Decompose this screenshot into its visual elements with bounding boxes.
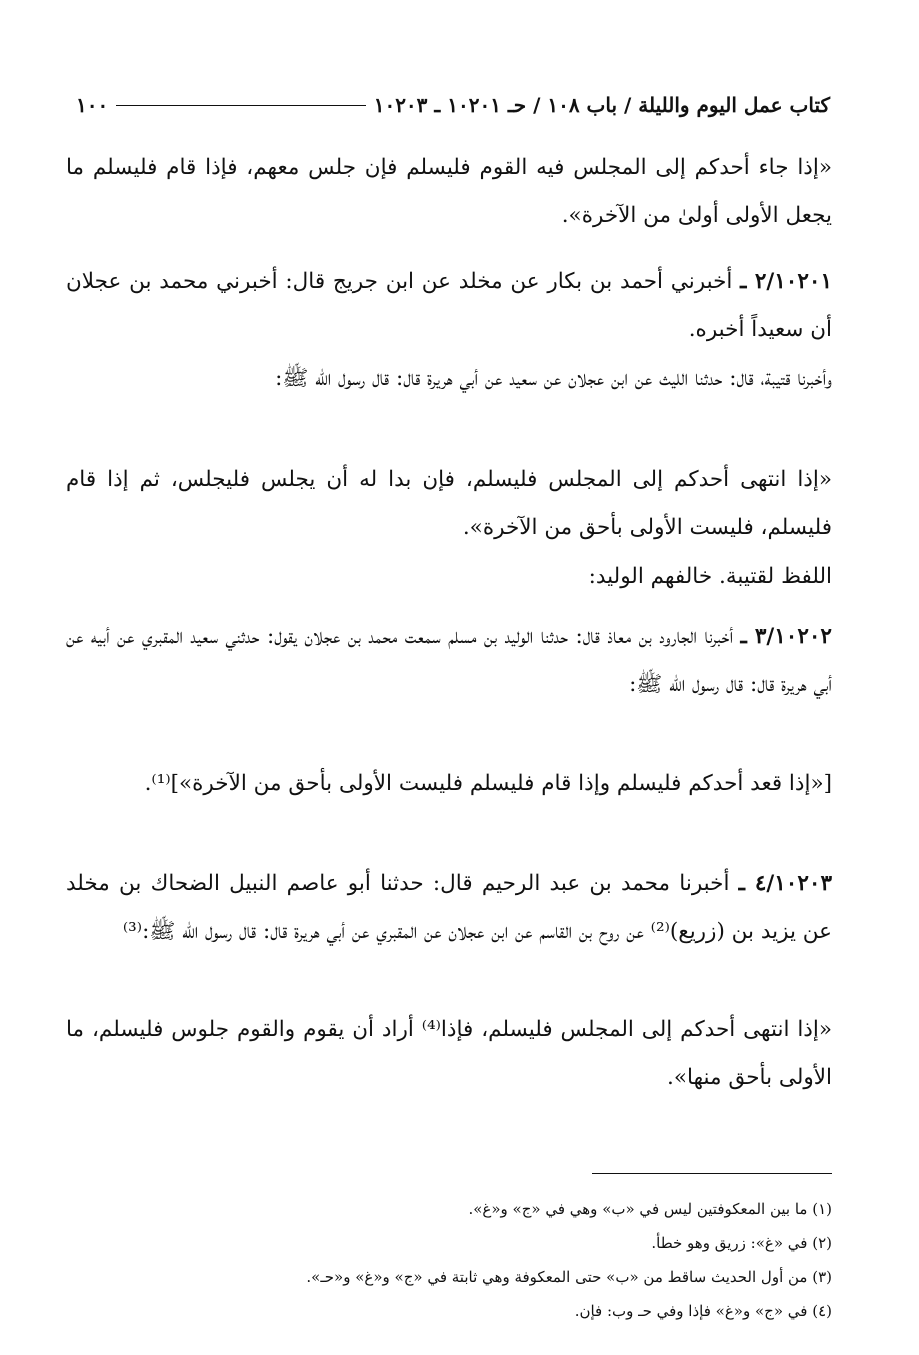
paragraph-2 (66, 355, 832, 403)
paragraph-0 (66, 144, 832, 240)
footnotes (66, 1192, 832, 1328)
footnote: (٢) في «غ»: زريق وهو خطأ. (651, 1234, 832, 1252)
hadith-number: ٤/١٠٢٠٣ ـ (738, 871, 832, 896)
footnote: (١) ما بين المعكوفتين ليس في «ب» وهي في «ج» و«غ». (468, 1200, 832, 1218)
book-page (66, 80, 832, 1320)
paragraph-text: أخبرني أحمد بن بكار عن مخلد عن ابن جريج قال: أخبرني محمد بن عجلان أن سعيداً أخبره. (66, 269, 832, 342)
paragraph-text: [«إذا قعد أحدكم فليسلم وإذا قام فليسلم فليست الأولى بأحق من الآخرة»]⁽¹⁾. (144, 771, 832, 796)
paragraph-4 (66, 553, 832, 601)
footnote: (٤) في «ج» و«غ» فإذا وفي حـ وب: فإن. (574, 1302, 832, 1320)
header-title: كتاب عمل اليوم والليلة / باب ١٠٨ / حـ ١٠٢٠١ ـ ١٠٢٠٣ (373, 93, 830, 117)
paragraph-text: اللفظ لقتيبة. خالفهم الوليد: (588, 564, 832, 589)
paragraph-text: أخبرنا الجارود بن معاذ قال: حدثنا الوليد بن مسلم سمعت محمد بن عجلان يقول: حدثني سعيد المقبري عن أبيه عن أبي هريرة قال: قال رسول الله ﷺ: (66, 624, 832, 697)
footnote-separator (592, 1173, 832, 1174)
hadith-number: ٣/١٠٢٠٢ ـ (740, 624, 832, 649)
header-rule (116, 105, 365, 106)
paragraph-text: «إذا جاء أحدكم إلى المجلس فيه القوم فليسلم فإن جلس معهم، فإذا قام فليسلم ما يجعل الأولى أولىٰ من الآخرة». (66, 155, 832, 228)
paragraph-text: «إذا انتهى أحدكم إلى المجلس فليسلم، فإن بدا له أن يجلس فليجلس، ثم إذا قام فليسلم، فليست الأولى بأحق من الآخرة». (66, 467, 832, 540)
paragraph-8 (66, 1006, 832, 1102)
running-header (66, 80, 832, 130)
paragraph-7 (66, 860, 832, 956)
footnote: (٣) من أول الحديث ساقط من «ب» حتى المعكوفة وهي ثابتة في «ج» و«غ» و«حـ». (306, 1268, 832, 1286)
paragraph-text: وأخبرنا قتيبة، قال: حدثنا الليث عن ابن عجلان عن سعيد عن أبي هريرة قال: قال رسول الله ﷺ: (275, 366, 832, 391)
hadith-number: ٢/١٠٢٠١ ـ (740, 269, 832, 294)
paragraph-6 (66, 760, 832, 808)
paragraph-1 (66, 258, 832, 354)
page-number: ١٠٠ (76, 93, 109, 117)
paragraph-text: أخبرنا محمد بن عبد الرحيم قال: حدثنا أبو عاصم النبيل الضحاك بن مخلد عن يزيد بن (زريع)⁽²⁾ عن روح بن القاسم عن ابن عجلان عن المقبري عن أبي هريرة قال: قال رسول الله ﷺ:⁽³⁾ (66, 871, 832, 944)
paragraph-5 (66, 613, 832, 709)
paragraph-3 (66, 456, 832, 552)
paragraph-text: «إذا انتهى أحدكم إلى المجلس فليسلم، فإذا⁽⁴⁾ أراد أن يقوم والقوم جلوس فليسلم، ما الأولى بأحق منها». (66, 1017, 832, 1090)
